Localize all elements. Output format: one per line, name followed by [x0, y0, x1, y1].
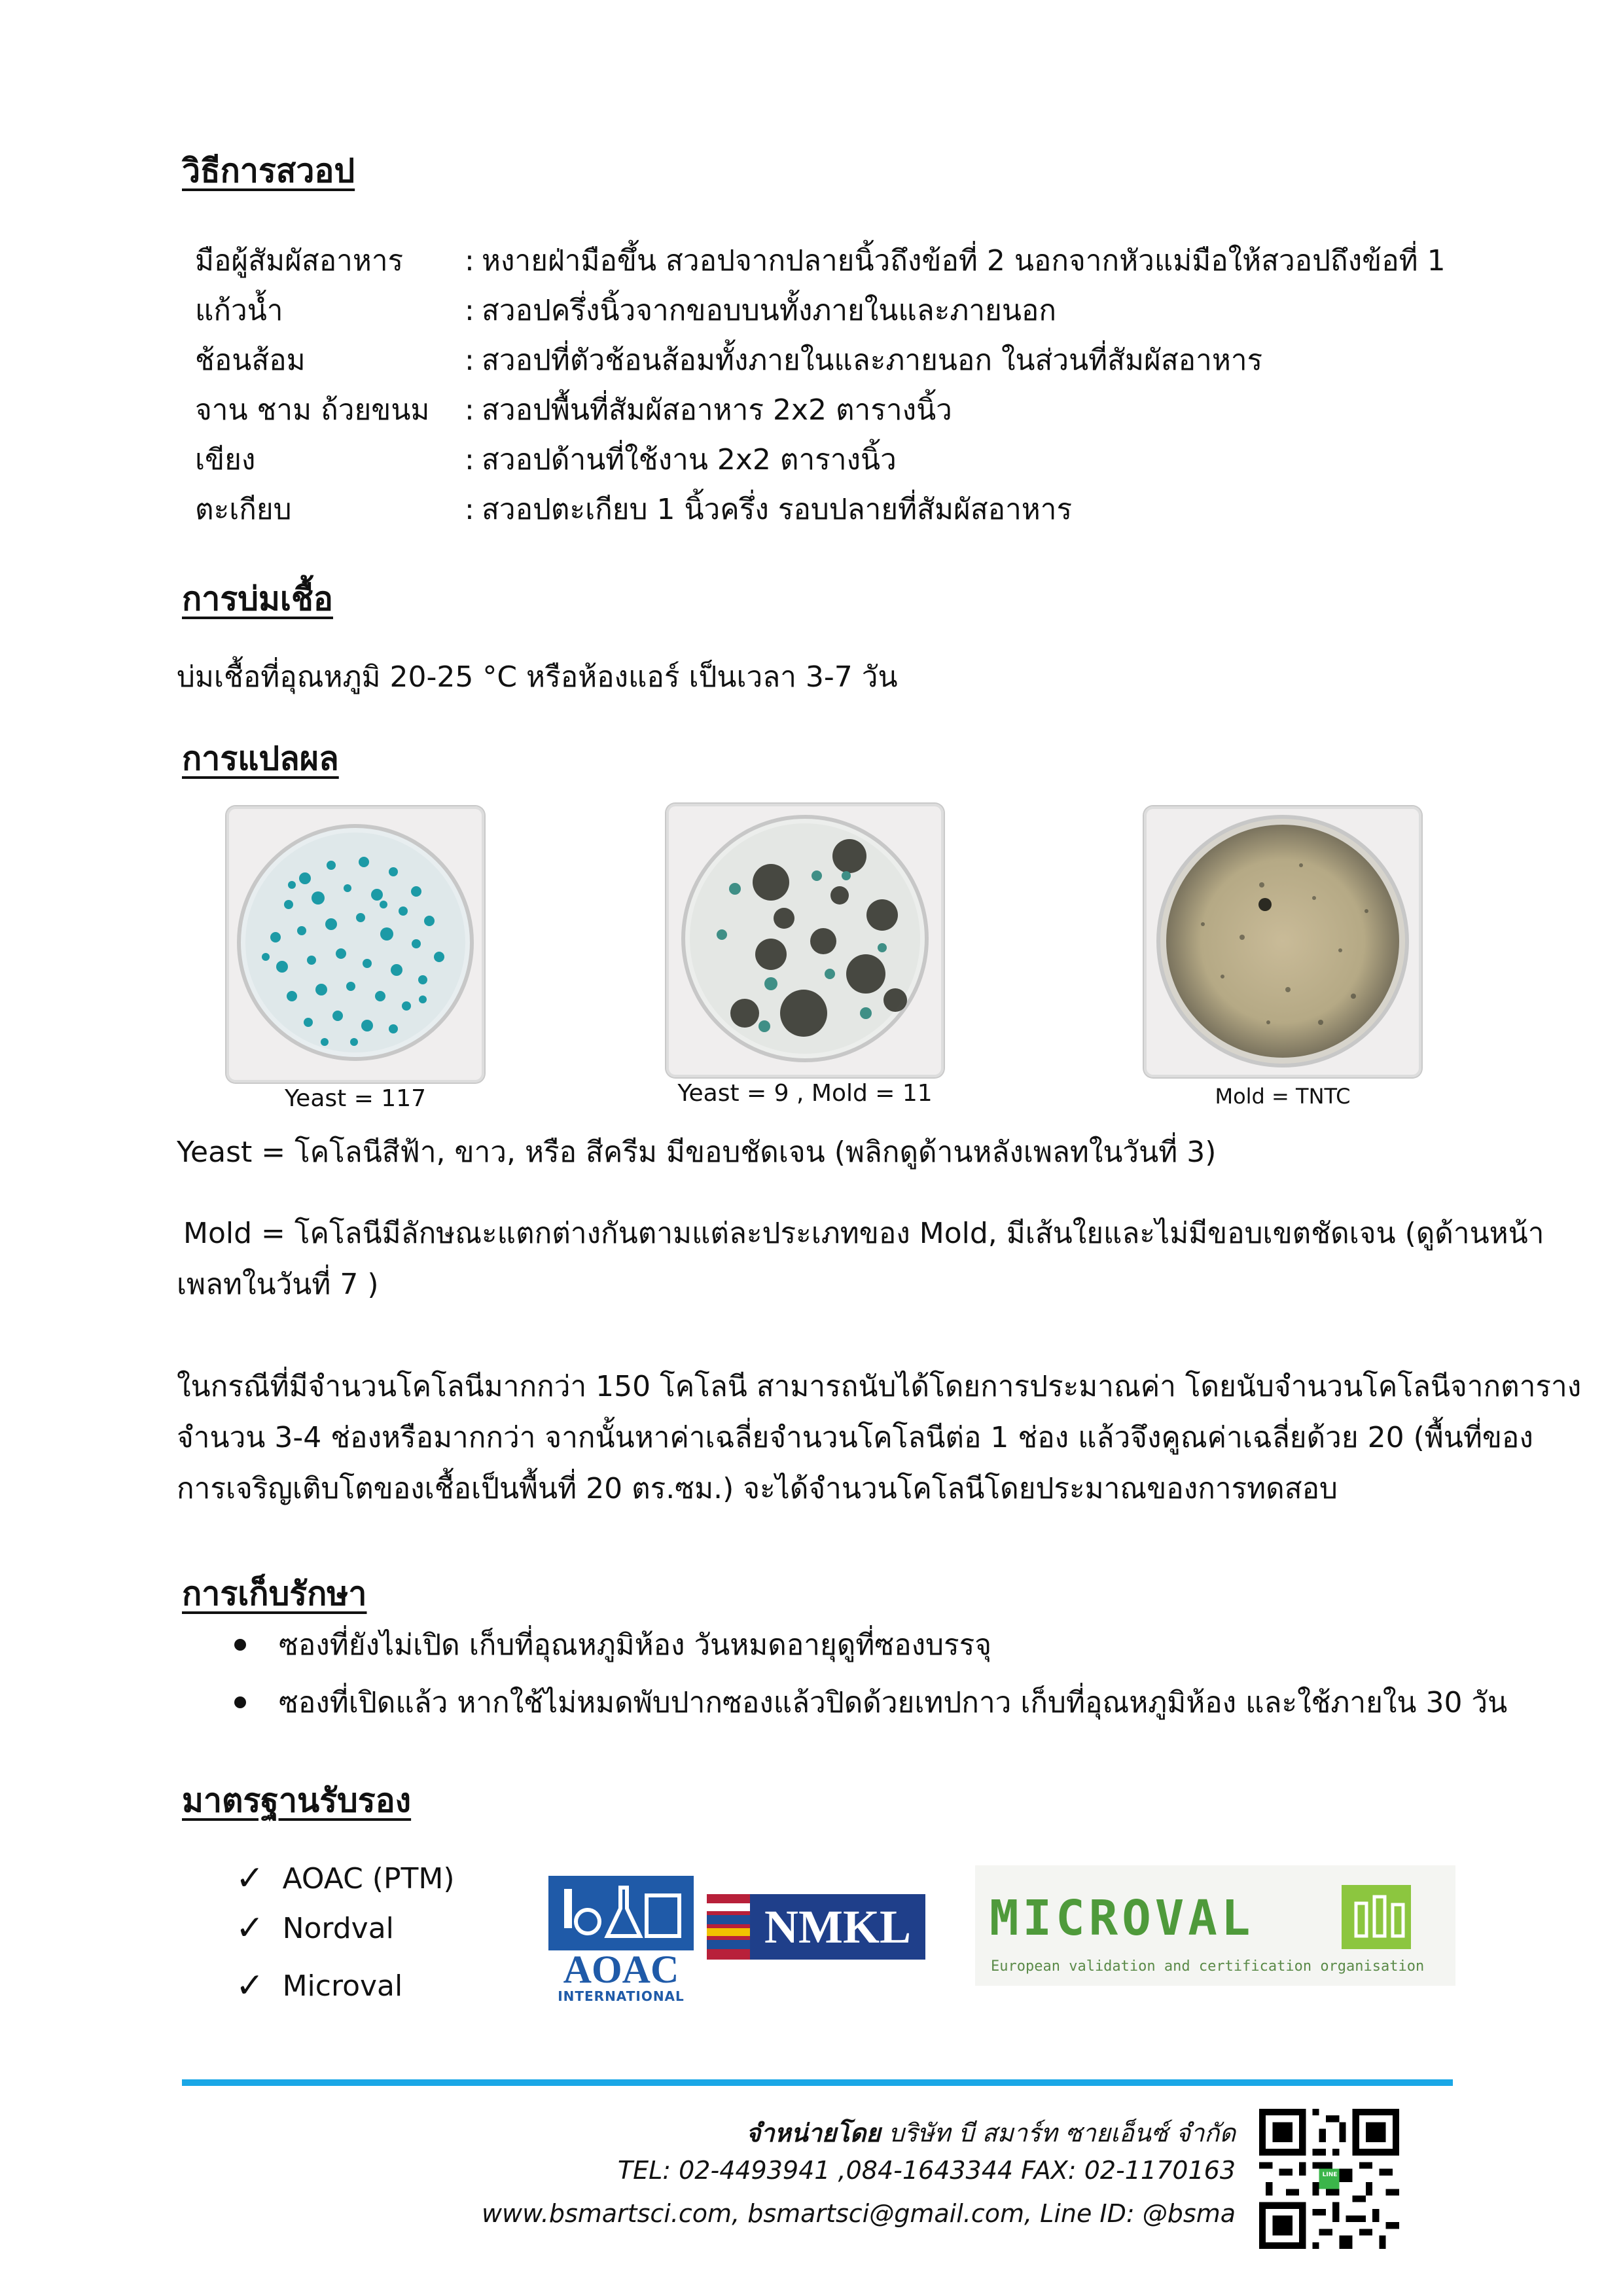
count-description-line3: การเจริญเติบโตของเชื้อเป็นพื้นที่ 20 ตร.ซม.) จะได้จำนวนโคโลนีโดยประมาณของการทดสอบ: [177, 1472, 1338, 1505]
swab-row: [195, 484, 1072, 534]
standard-item: [236, 1909, 394, 1948]
swab-text: สวอปครึ่งนิ้วจากขอบบนทั้งภายในและภายนอก: [482, 294, 1056, 327]
colon: :: [465, 393, 474, 427]
mold-description-line2: เพลทในวันที่ 7 ): [177, 1268, 379, 1301]
petri-plate-mold-tntc-image: [1144, 806, 1421, 1077]
incubation-text: บ่มเชื้อที่อุณหภูมิ 20-25 °C หรือห้องแอร์ เป็นเวลา 3-7 วัน: [177, 660, 898, 694]
aoac-logo-text: AOAC: [563, 1948, 679, 1991]
bullet-icon: [234, 1639, 246, 1651]
colon: :: [465, 293, 474, 327]
swab-label: จาน ชาม ถ้วยขนม: [195, 393, 430, 427]
swab-row: [195, 385, 952, 435]
colon: :: [465, 492, 474, 526]
footer-divider: [182, 2079, 1453, 2086]
bullet-icon: [234, 1696, 246, 1708]
swab-text: สวอปตะเกียบ 1 นิ้วครึ่ง รอบปลายที่สัมผัสอาหาร: [482, 493, 1073, 526]
swab-label: แก้วน้ำ: [195, 294, 283, 327]
distributor-label: จำหน่ายโดย: [745, 2119, 881, 2147]
colon: :: [465, 243, 474, 278]
distributor-name: บริษัท บี สมาร์ท ซายเอ็นซ์ จำกัด: [888, 2119, 1236, 2147]
storage-item: [234, 1679, 1507, 1725]
aoac-lab-icon: [548, 1876, 694, 1950]
plate-yeast-mold-svg: [666, 804, 944, 1077]
count-description-line2: จำนวน 3-4 ช่องหรือมากกว่า จากนั้นหาค่าเฉลี่ยจำนวนโคโลนีต่อ 1 ช่อง แล้วจึงคูณค่าเฉลี่ยด้วย 20 (พื้นที่ของ: [177, 1421, 1533, 1454]
swab-label: ช้อนส้อม: [195, 344, 306, 377]
footer-distributor: [746, 2113, 1236, 2153]
standard-item-text: Microval: [282, 1969, 403, 2003]
swab-heading: วิธีการสวอป: [182, 152, 355, 190]
plate-mold-tntc-svg: [1144, 806, 1421, 1077]
swab-row: [195, 335, 1262, 385]
line-badge-icon: LINE: [1322, 2172, 1338, 2178]
swab-label: ตะเกียบ: [195, 493, 292, 526]
qr-code-svg: [1259, 2109, 1399, 2249]
swab-row: [195, 285, 1056, 335]
incubation-heading: การบ่มเชื้อ: [182, 580, 333, 618]
aoac-logo-subtext: INTERNATIONAL: [558, 1988, 685, 2004]
checkmark-icon: ✓: [236, 1966, 264, 2005]
standard-item-text: AOAC (PTM): [282, 1861, 455, 1895]
petri-plate-yeast-image: [226, 806, 484, 1083]
microval-bottles-icon: [1342, 1885, 1411, 1949]
storage-item: [234, 1622, 991, 1668]
nmkl-logo-text: NMKL: [750, 1894, 925, 1960]
microval-logo-text: MICROVAL: [990, 1890, 1255, 1946]
aoac-logo: [548, 1876, 694, 2004]
checkmark-icon: ✓: [236, 1909, 264, 1948]
footer-contact[interactable]: www.bsmartsci.com, bsmartsci@gmail.com, Line ID: @bsma: [481, 2199, 1236, 2228]
aoac-logo-icon-box: [548, 1876, 694, 1950]
yeast-description: Yeast = โคโลนีสีฟ้า, ขาว, หรือ สีครีม มีขอบชัดเจน (พลิกดูด้านหลังเพลทในวันที่ 3): [177, 1136, 1217, 1169]
colon: :: [465, 343, 474, 377]
microval-logo-subtext: European validation and certification organisation: [991, 1958, 1425, 1975]
swab-text: สวอปพื้นที่สัมผัสอาหาร 2x2 ตารางนิ้ว: [482, 393, 952, 427]
standard-item-text: Nordval: [282, 1911, 394, 1945]
checkmark-icon: ✓: [236, 1859, 264, 1898]
qr-code-icon[interactable]: [1259, 2109, 1399, 2249]
swab-row: [195, 236, 1446, 285]
footer-phone: TEL: 02-4493941 ,084-1643344 FAX: 02-1170163: [617, 2156, 1236, 2185]
standard-item: [236, 1966, 402, 2005]
swab-row: [195, 435, 897, 484]
plate-caption-yeast-mold: Yeast = 9 , Mold = 11: [677, 1080, 933, 1107]
interpretation-heading: การแปลผล: [182, 740, 339, 778]
plate-yeast-svg: [226, 806, 484, 1083]
plate-caption-yeast: Yeast = 117: [284, 1085, 427, 1112]
swab-text: สวอปด้านที่ใช้งาน 2x2 ตารางนิ้ว: [482, 443, 897, 476]
standards-heading: มาตรฐานรับรอง: [182, 1782, 412, 1820]
colon: :: [465, 442, 474, 476]
swab-label: เขียง: [195, 443, 256, 476]
standard-item: [236, 1859, 455, 1898]
plate-caption-mold: Mold = TNTC: [1215, 1084, 1351, 1109]
count-description-line1: ในกรณีที่มีจำนวนโคโลนีมากกว่า 150 โคโลนี สามารถนับได้โดยการประมาณค่า โดยนับจำนวนโคโลนีจากตาราง: [177, 1370, 1582, 1403]
nmkl-flag-icon: [707, 1894, 755, 1960]
swab-text: หงายฝ่ามือขึ้น สวอปจากปลายนิ้วถึงข้อที่ 2 นอกจากหัวแม่มือให้สวอปถึงข้อที่ 1: [482, 244, 1446, 278]
nmkl-logo: [707, 1894, 925, 1960]
storage-heading: การเก็บรักษา: [182, 1575, 367, 1613]
mold-description-line1: Mold = โคโลนีมีลักษณะแตกต่างกันตามแต่ละประเภทของ Mold, มีเส้นใยและไม่มีขอบเขตชัดเจน (ดูด้านหน้า: [183, 1217, 1544, 1250]
storage-item-text: ซองที่ยังไม่เปิด เก็บที่อุณหภูมิห้อง วันหมดอายุดูที่ซองบรรจุ: [279, 1628, 992, 1662]
petri-plate-yeast-mold-image: [666, 804, 944, 1077]
storage-item-text: ซองที่เปิดแล้ว หากใช้ไม่หมดพับปากซองแล้วปิดด้วยเทปกาว เก็บที่อุณหภูมิห้อง และใช้ภายใน 30 วัน: [279, 1686, 1508, 1719]
microval-logo: [975, 1865, 1455, 1986]
swab-label: มือผู้สัมผัสอาหาร: [195, 244, 404, 278]
swab-text: สวอปที่ตัวช้อนส้อมทั้งภายในและภายนอก ในส่วนที่สัมผัสอาหาร: [482, 344, 1263, 377]
microval-bottles-svg: [1342, 1885, 1411, 1949]
